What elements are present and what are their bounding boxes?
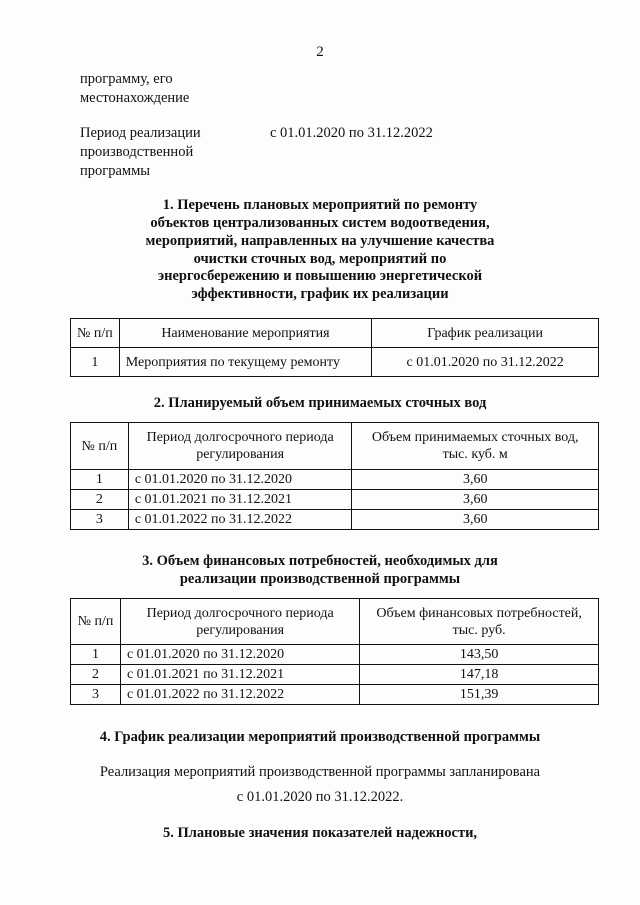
section4-text-line: Реализация мероприятий производственной программы запланирована xyxy=(99,764,541,780)
section1-table xyxy=(70,318,599,377)
row-num: 2 xyxy=(71,490,129,510)
row-period: с 01.01.2020 по 31.12.2020 xyxy=(128,470,352,490)
header-volume-line: Объем принимаемых сточных вод, xyxy=(371,430,579,445)
section1-title-line: объектов централизованных систем водоотведения, xyxy=(150,215,490,231)
table-header-row xyxy=(71,319,599,348)
row-period: с 01.01.2021 по 31.12.2021 xyxy=(120,665,359,685)
row-finance: 143,50 xyxy=(360,645,599,665)
section1-title-line: энергосбережению и повышению энергетической xyxy=(157,268,483,284)
header-period-line: регулирования xyxy=(196,447,285,462)
location-label-line: программу, его xyxy=(80,71,173,87)
header-num: № п/п xyxy=(71,599,121,645)
row-period: с 01.01.2020 по 31.12.2020 xyxy=(120,645,359,665)
row-finance: 151,39 xyxy=(360,685,599,705)
table-row xyxy=(71,685,599,705)
header-num: № п/п xyxy=(71,423,129,470)
section1-title-line: очистки сточных вод, мероприятий по xyxy=(193,251,447,267)
header-finance-line: тыс. руб. xyxy=(452,622,506,638)
table-row xyxy=(71,645,599,665)
section2-title: 2. Планируемый объем принимаемых сточных вод xyxy=(153,395,487,411)
table-row xyxy=(71,470,599,490)
period-label-line: Период реализации xyxy=(80,125,201,141)
header-period-line: Период долгосрочного периода xyxy=(146,430,334,445)
header-period xyxy=(120,599,359,645)
row-period: с 01.01.2022 по 31.12.2022 xyxy=(128,510,352,530)
location-label-line: местонахождение xyxy=(80,90,190,106)
table-row xyxy=(71,665,599,685)
table-header-row xyxy=(71,599,599,645)
header-schedule: График реализации xyxy=(372,319,599,348)
table-row xyxy=(71,510,599,530)
header-period-line: Период долгосрочного периода xyxy=(146,605,334,621)
row-schedule: с 01.01.2020 по 31.12.2022 xyxy=(372,348,599,377)
section1-title-line: эффективности, график их реализации xyxy=(191,286,449,302)
page-number: 2 xyxy=(316,44,324,60)
section4-title: 4. График реализации мероприятий производственной программы xyxy=(99,729,541,745)
header-period-line: регулирования xyxy=(196,622,285,638)
row-volume: 3,60 xyxy=(352,510,599,530)
section3-title-line: 3. Объем финансовых потребностей, необходимых для xyxy=(142,553,498,569)
header-finance-line: Объем финансовых потребностей, xyxy=(376,605,582,621)
section4-text-line: с 01.01.2020 по 31.12.2022. xyxy=(236,789,404,805)
section5-title: 5. Плановые значения показателей надежности, xyxy=(162,825,478,841)
section3-table xyxy=(70,598,599,705)
header-volume xyxy=(352,423,599,470)
program-location-block xyxy=(80,70,560,110)
header-num: № п/п xyxy=(71,319,120,348)
row-finance: 147,18 xyxy=(360,665,599,685)
section1-title-line: мероприятий, направленных на улучшение качества xyxy=(145,233,495,249)
table-row xyxy=(71,348,599,377)
program-period-block xyxy=(80,124,560,184)
row-num: 3 xyxy=(71,685,121,705)
row-num: 2 xyxy=(71,665,121,685)
row-volume: 3,60 xyxy=(352,490,599,510)
row-period: с 01.01.2022 по 31.12.2022 xyxy=(120,685,359,705)
period-label-line: производственной xyxy=(80,144,194,160)
header-activity: Наименование мероприятия xyxy=(119,319,371,348)
row-volume: 3,60 xyxy=(352,470,599,490)
section3-title-line: реализации производственной программы xyxy=(179,571,461,587)
row-activity: Мероприятия по текущему ремонту xyxy=(119,348,371,377)
period-label-line: программы xyxy=(80,163,150,179)
header-volume-line: тыс. куб. м xyxy=(442,447,508,462)
program-location-label xyxy=(80,70,250,108)
row-num: 3 xyxy=(71,510,129,530)
table-header-row xyxy=(71,423,599,470)
header-finance xyxy=(360,599,599,645)
row-num: 1 xyxy=(71,470,129,490)
row-num: 1 xyxy=(71,645,121,665)
table-row xyxy=(71,490,599,510)
row-num: 1 xyxy=(71,348,120,377)
section2-table xyxy=(70,422,599,530)
header-period xyxy=(128,423,352,470)
program-period-value: с 01.01.2020 по 31.12.2022 xyxy=(270,125,433,141)
program-period-label xyxy=(80,124,250,181)
section1-title-line: 1. Перечень плановых мероприятий по ремонту xyxy=(162,197,478,213)
row-period: с 01.01.2021 по 31.12.2021 xyxy=(128,490,352,510)
